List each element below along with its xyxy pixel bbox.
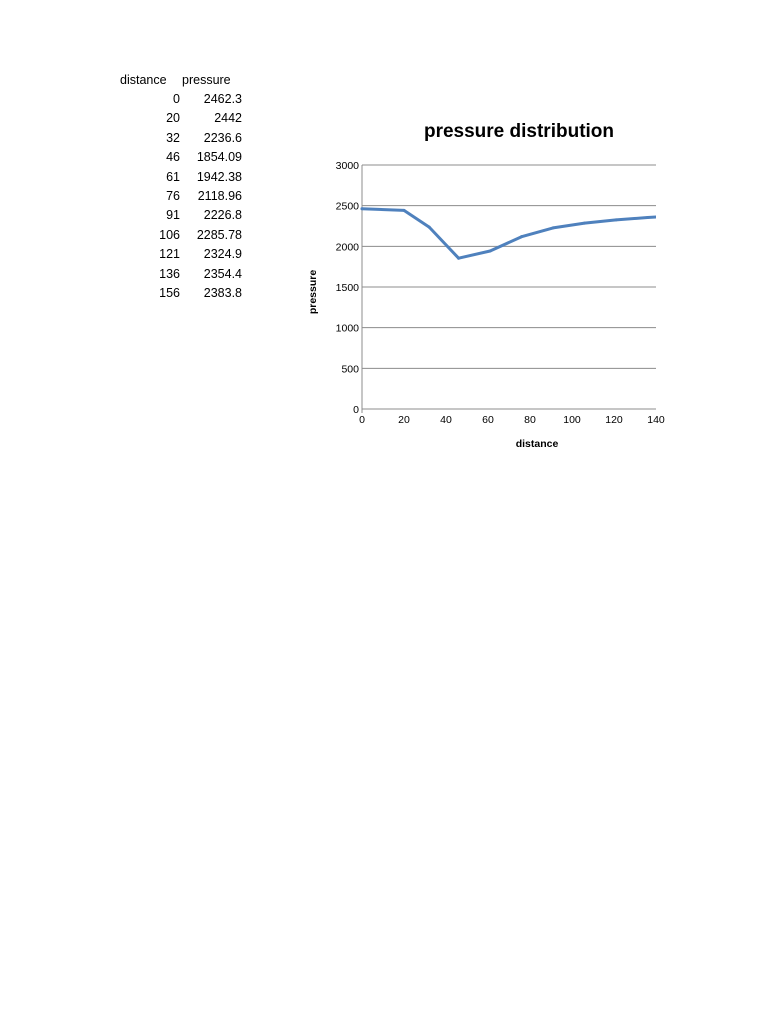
table-row xyxy=(120,283,242,302)
distance-cell[interactable]: 156 xyxy=(159,285,180,300)
data-point xyxy=(552,226,555,229)
x-tick-label: 80 xyxy=(524,414,536,426)
column-header-pressure[interactable]: pressure xyxy=(182,72,231,87)
x-tick-label: 140 xyxy=(647,414,665,426)
x-axis-title: distance xyxy=(515,438,559,450)
y-tick-label: 1000 xyxy=(335,322,359,335)
table-row xyxy=(120,128,242,147)
y-tick-label: 1500 xyxy=(335,282,359,294)
data-point xyxy=(361,207,364,210)
y-axis-ticks xyxy=(336,160,360,416)
table-body xyxy=(120,89,242,302)
data-point xyxy=(457,257,460,260)
table-row xyxy=(120,167,242,186)
table-row xyxy=(120,225,242,244)
pressure-cell[interactable]: 2324.9 xyxy=(203,247,242,262)
header-row xyxy=(120,70,242,89)
x-tick-label: 100 xyxy=(563,414,581,426)
data-point xyxy=(646,216,649,219)
table-row xyxy=(120,245,242,264)
pressure-cell[interactable]: 2118.96 xyxy=(197,189,242,204)
y-tick-label: 500 xyxy=(341,363,359,376)
pressure-cell[interactable]: 2236.6 xyxy=(203,130,242,145)
distance-cell[interactable]: 106 xyxy=(159,227,180,242)
gridlines xyxy=(362,165,656,413)
pressure-cell[interactable]: 1854.09 xyxy=(196,150,242,165)
pressure-line-chart xyxy=(290,110,670,460)
pressure-cell[interactable]: 2354.4 xyxy=(203,266,242,281)
distance-cell[interactable]: 0 xyxy=(173,92,180,107)
x-axis-ticks xyxy=(359,414,665,426)
distance-cell[interactable]: 46 xyxy=(166,150,180,165)
pressure-cell[interactable]: 2383.8 xyxy=(203,285,242,300)
table-row xyxy=(120,264,242,283)
table-row xyxy=(120,186,242,205)
pressure-cell[interactable]: 2285.78 xyxy=(196,227,242,242)
distance-cell[interactable]: 91 xyxy=(166,208,180,223)
chart-title: pressure distribution xyxy=(423,121,615,142)
data-table xyxy=(120,70,242,303)
pressure-cell[interactable]: 1942.38 xyxy=(196,169,242,184)
x-tick-label: 40 xyxy=(440,414,452,426)
pressure-cell[interactable]: 2226.8 xyxy=(203,208,242,223)
x-tick-label: 120 xyxy=(605,414,623,426)
series-points xyxy=(361,207,671,259)
data-point xyxy=(489,250,492,253)
table-row xyxy=(120,148,242,167)
pressure-series-line xyxy=(362,209,670,259)
data-point xyxy=(615,218,618,221)
distance-cell[interactable]: 76 xyxy=(166,189,180,204)
data-point xyxy=(428,226,431,229)
y-tick-label: 2000 xyxy=(335,241,359,254)
pressure-cell[interactable]: 2462.3 xyxy=(203,92,242,107)
distance-cell[interactable]: 20 xyxy=(166,111,180,126)
table-row xyxy=(120,89,242,108)
distance-cell[interactable]: 136 xyxy=(159,266,180,281)
column-header-distance[interactable]: distance xyxy=(120,72,167,87)
distance-cell[interactable]: 32 xyxy=(166,130,180,145)
distance-cell[interactable]: 121 xyxy=(159,247,180,262)
distance-cell[interactable]: 61 xyxy=(166,169,180,184)
data-point xyxy=(583,222,586,225)
data-point xyxy=(403,209,406,212)
table-row xyxy=(120,109,242,128)
data-point xyxy=(520,235,523,238)
y-tick-label: 3000 xyxy=(335,160,359,172)
pressure-cell[interactable]: 2442 xyxy=(214,111,242,126)
x-tick-label: 20 xyxy=(398,414,410,426)
y-axis-title: pressure xyxy=(307,269,319,315)
y-tick-label: 2500 xyxy=(335,200,359,213)
x-tick-label: 0 xyxy=(359,414,365,426)
x-tick-label: 60 xyxy=(482,414,494,426)
y-tick-label: 0 xyxy=(353,404,359,416)
table-row xyxy=(120,206,242,225)
